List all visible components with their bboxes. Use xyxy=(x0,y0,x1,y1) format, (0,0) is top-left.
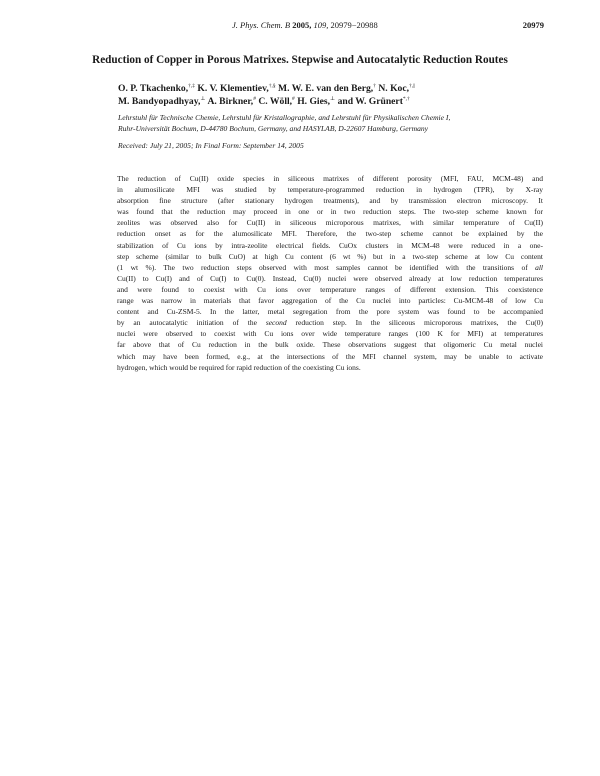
affiliation-line: Ruhr-Universität Bochum, D-44780 Bochum, Germany, and HASYLAB, D-22607 Hamburg, Germany xyxy=(118,124,429,133)
abstract-line: and were found to coexist with Cu ions over temperature ranges of different extension. This coexistence xyxy=(117,284,543,294)
abstract-line: in alumosilicate MFI was studied by temperature-programmed reduction in hydrogen (TPR), by X-ray xyxy=(117,185,543,195)
affiliation xyxy=(118,112,538,134)
abstract xyxy=(117,173,543,373)
author: A. Birkner,# xyxy=(207,96,256,107)
author: and W. Grünert*,† xyxy=(337,96,410,107)
author-line-1 xyxy=(118,82,538,95)
abstract-line: reduction onset as for the alumosilicate MFI. Therefore, the two-step scheme cannot be explained by the xyxy=(117,229,543,239)
abstract-line: far above that of Cu reduction in the bulk oxide. These observations suggest that oligomeric Cu metal nuclei xyxy=(117,340,543,350)
author-list xyxy=(118,82,538,108)
abstract-line: zeolites was observed also for Cu(II) in siliceous microporous matrixes, with similar temperature of Cu(II) xyxy=(117,218,543,228)
abstract-line: The reduction of Cu(II) oxide species in siliceous matrixes of different porosity (MFI, FAU, MCM-48) and xyxy=(117,174,543,183)
author: C. Wöll,# xyxy=(258,96,295,107)
abstract-line: hydrogen, which would be required for rapid reduction of the coexisting Cu ions. xyxy=(117,362,361,372)
abstract-line: range was narrow in materials that favor aggregation of the Cu nuclei into particles: Cu-MCM-48 of low Cu xyxy=(117,296,543,306)
author: O. P. Tkachenko,†,‡ xyxy=(118,83,195,94)
abstract-text xyxy=(117,173,543,373)
affiliation-line: Lehrstuhl für Technische Chemie, Lehrstuhl für Kristallographie, and Lehrstuhl für Physikalischen Chemie I, xyxy=(118,113,451,122)
abstract-line: Cu(II) to Cu(I) and of Cu(I) to Cu(0). Instead, Cu(0) nuclei were observed already at low reduction temperatures xyxy=(117,273,543,283)
page-number: 20979 xyxy=(522,20,544,30)
author: M. W. E. van den Berg,† xyxy=(278,83,376,94)
paper-title: Reduction of Copper in Porous Matrixes. Stepwise and Autocatalytic Reduction Routes xyxy=(92,54,508,66)
abstract-line: was found that the reduction may proceed in one or in two reduction steps. The two-step scheme known for xyxy=(117,207,543,217)
author-line-2 xyxy=(118,95,538,108)
author: N. Koc,†,|| xyxy=(378,83,416,94)
journal-year: 2005, xyxy=(292,20,312,30)
journal-name: J. Phys. Chem. B xyxy=(232,20,291,30)
journal-volume: 109, xyxy=(313,20,329,30)
abstract-line: stabilization of Cu ions by intra-zeolite electrical fields. CuOx clusters in MCM-48 were reduced in a one- xyxy=(117,240,543,250)
journal-pages: 20979−20988 xyxy=(330,20,378,30)
abstract-line: (1 wt %). The two reduction steps observed with most samples cannot be identified with the transitions of all xyxy=(117,262,543,272)
abstract-line: absorption fine structure (after stationary hydrogen treatments), and by transmission electron microscopy. It xyxy=(117,196,543,206)
journal-citation xyxy=(232,20,378,30)
running-header xyxy=(0,20,600,34)
abstract-line: nuclei were observed to coexist with Cu ions over wide temperature ranges (100 K for MFI) at temperatures xyxy=(117,329,543,339)
abstract-line: by an autocatalytic initiation of the second reduction step. In the siliceous microporous matrixes, the Cu(0) xyxy=(117,318,543,328)
received-dates: Received: July 21, 2005; In Final Form: September 14, 2005 xyxy=(118,141,304,150)
author: K. V. Klementiev,†,§ xyxy=(197,83,276,94)
abstract-line: content and Cu-ZSM-5. In the latter, metal segregation from the pore system was found to be accompanied xyxy=(117,307,543,317)
abstract-line: which may have been formed, e.g., at the intersections of the MFI channel system, may be unable to activate xyxy=(117,351,543,361)
abstract-line: step scheme (similar to bulk CuO) at high Cu content (6 wt %) but in a two-step scheme at low Cu content xyxy=(117,251,543,261)
author: M. Bandyopadhyay,⊥ xyxy=(118,96,206,107)
author: H. Gies,⊥ xyxy=(297,96,336,107)
